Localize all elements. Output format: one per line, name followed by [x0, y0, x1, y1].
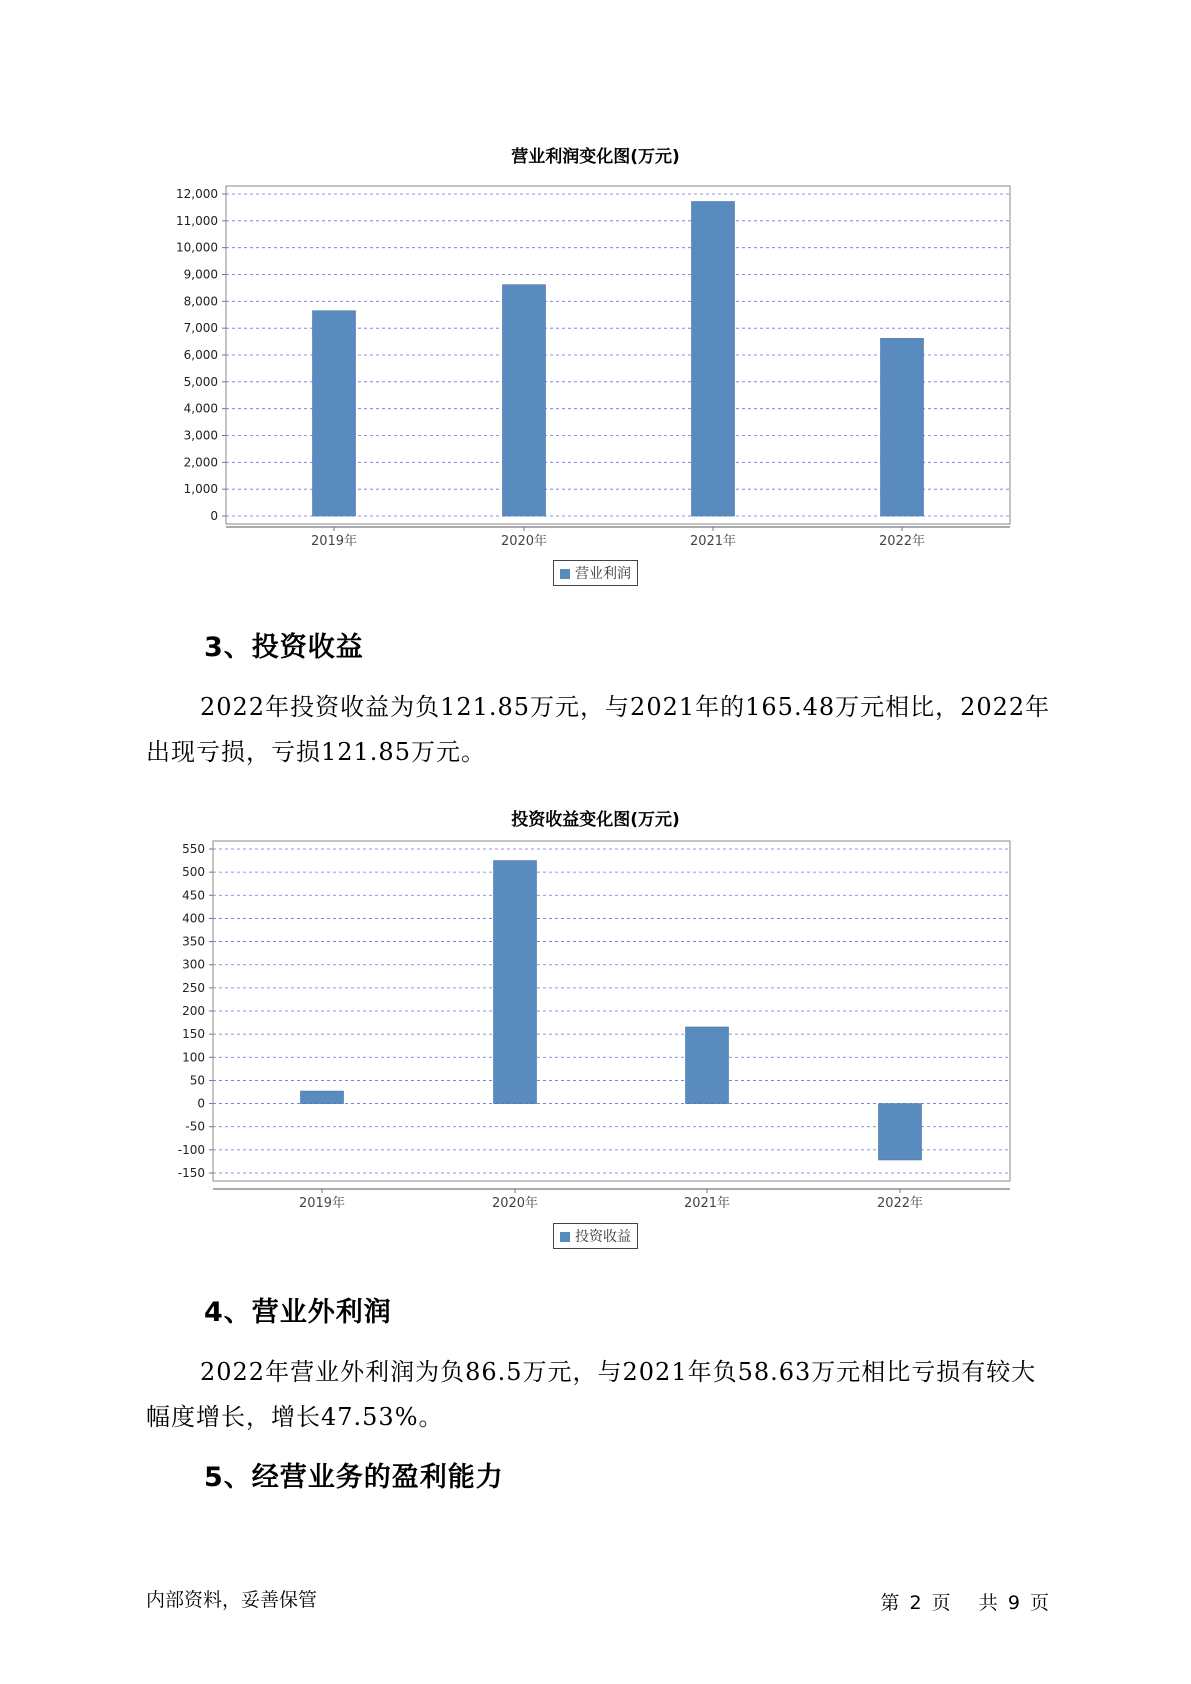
page-prefix: 第 — [880, 1592, 900, 1614]
y-tick-label: 7,000 — [183, 321, 218, 336]
x-tick-label: 2020年 — [491, 1196, 539, 1211]
y-tick-label: 550 — [182, 842, 205, 856]
section-3-heading: 3、投资收益 — [204, 632, 364, 663]
x-tick-label: 2021年 — [683, 1196, 731, 1211]
y-tick-label: 0 — [197, 1096, 205, 1111]
x-tick-label: 2019年 — [298, 1196, 346, 1211]
chart1-title: 营业利润变化图(万元) — [511, 147, 680, 167]
y-tick-label: 50 — [189, 1073, 205, 1088]
y-tick-label: 10,000 — [176, 240, 218, 255]
chart2-legend — [553, 1223, 638, 1249]
y-tick-label: 5,000 — [183, 374, 218, 389]
section-4-heading: 4、营业外利润 — [204, 1297, 392, 1328]
y-tick-label: 1,000 — [183, 482, 218, 497]
section-4-paragraph: 2022年营业外利润为负86.5万元，与2021年负58.63万元相比亏损有较大幅度增长，增长47.53%。 — [146, 1358, 1037, 1431]
y-tick-label: 8,000 — [183, 294, 218, 309]
footer-page-number — [878, 1588, 1051, 1615]
y-tick-label: 11,000 — [176, 213, 218, 228]
total-prefix: 共 — [978, 1592, 998, 1614]
x-tick-label: 2020年 — [500, 534, 548, 549]
bar-2021年 — [686, 1027, 729, 1104]
y-tick-label: 3,000 — [183, 428, 218, 443]
y-tick-label: -100 — [177, 1142, 205, 1157]
y-tick-label: 0 — [210, 509, 218, 523]
bar-2020年 — [494, 861, 537, 1104]
y-tick-label: 100 — [182, 1050, 205, 1065]
bar-2019年 — [301, 1091, 344, 1103]
y-tick-label: 400 — [182, 911, 205, 926]
y-tick-label: 500 — [182, 865, 205, 880]
chart2-legend-label: 投资收益 — [575, 1229, 631, 1245]
y-tick-label: 300 — [182, 957, 205, 972]
y-tick-label: 450 — [182, 888, 205, 903]
page-num: 2 — [909, 1592, 922, 1614]
y-tick-label: 2,000 — [183, 455, 218, 470]
x-tick-label: 2019年 — [310, 534, 358, 549]
y-tick-label: 9,000 — [183, 267, 218, 282]
y-tick-label: -150 — [177, 1166, 205, 1180]
x-tick-label: 2022年 — [878, 534, 926, 549]
section-5-heading: 5、经营业务的盈利能力 — [204, 1462, 504, 1493]
total-num: 9 — [1007, 1592, 1020, 1614]
section-3-paragraph: 2022年投资收益为负121.85万元，与2021年的165.48万元相比，2022年出现亏损，亏损121.85万元。 — [146, 693, 1051, 766]
x-tick-label: 2022年 — [876, 1196, 924, 1211]
legend-swatch — [560, 1232, 570, 1242]
y-tick-label: 150 — [182, 1027, 205, 1042]
chart2-title: 投资收益变化图(万元) — [511, 810, 680, 830]
y-tick-label: 4,000 — [183, 401, 218, 416]
x-tick-label: 2021年 — [689, 534, 737, 549]
footer-confidential-note: 内部资料，妥善保管 — [146, 1589, 318, 1611]
y-tick-label: 12,000 — [176, 187, 218, 201]
page-word: 页 — [931, 1592, 951, 1614]
chart1-legend-label: 营业利润 — [575, 566, 631, 582]
y-tick-label: 200 — [182, 1004, 205, 1018]
y-tick-label: -50 — [185, 1119, 205, 1134]
y-tick-label: 250 — [182, 980, 205, 995]
total-word: 页 — [1029, 1592, 1049, 1614]
y-tick-label: 350 — [182, 934, 205, 949]
bar-2022年 — [879, 1104, 922, 1160]
y-tick-label: 6,000 — [183, 348, 218, 362]
